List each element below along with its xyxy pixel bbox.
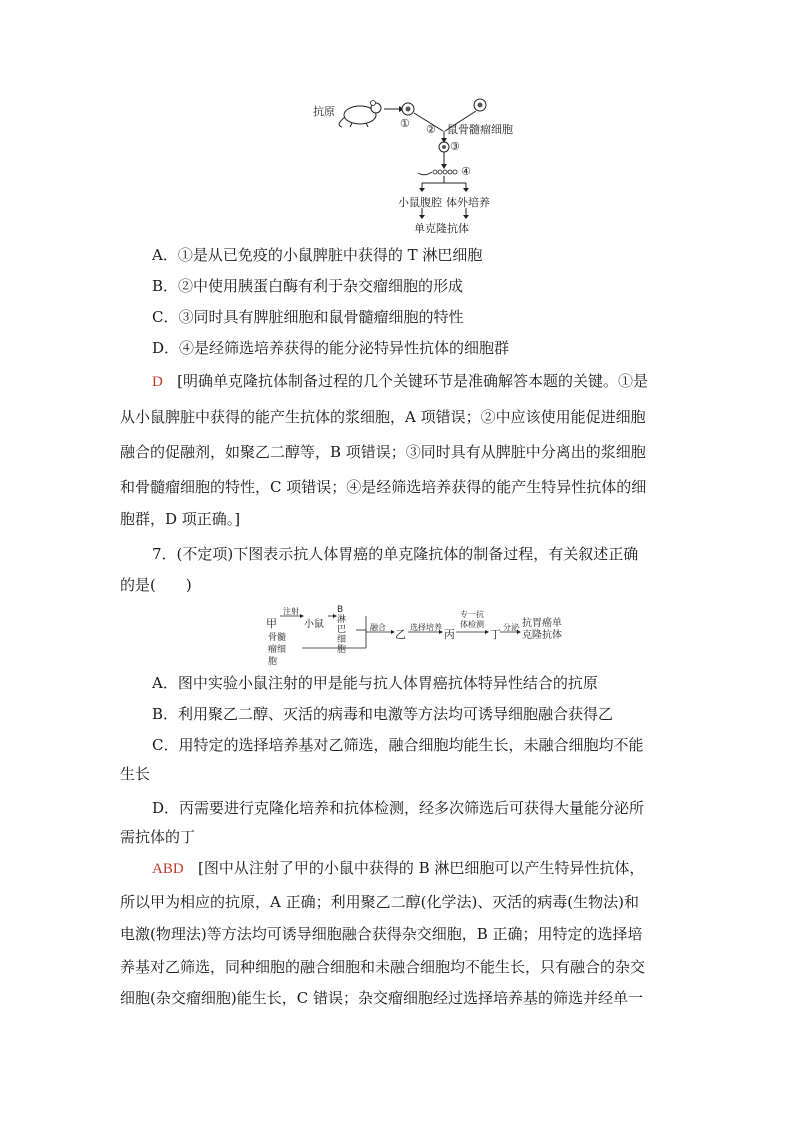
q7-option-d-cont: 需抗体的丁: [120, 828, 196, 846]
figure-mab-process-drawing: [300, 95, 540, 235]
figure-mab-process: [300, 95, 540, 235]
q6-answer: D: [152, 374, 163, 390]
mab-label: 单克隆抗体: [414, 222, 469, 235]
mouse-icon: [339, 101, 381, 128]
cell-colony-icon: [418, 170, 457, 175]
q6-option-c: C．③同时具有脾脏细胞和鼠骨髓瘤细胞的特性: [152, 308, 464, 326]
inject-label: 注射: [283, 607, 299, 616]
q6-explanation-line-2: 从小鼠脾脏中获得的能产生抗体的浆细胞，A 项错误；②中应该使用能促进细胞: [120, 408, 646, 426]
in-vitro-label: 体外培养: [446, 196, 490, 209]
ding-label: 丁: [490, 628, 501, 641]
q6-option-d: D．④是经筛选培养获得的能分泌特异性抗体的细胞群: [152, 339, 510, 357]
mouse-label: 小鼠: [304, 619, 324, 630]
q7-explanation-line-1: ABD [图中从注射了甲的小鼠中获得的 B 淋巴细胞可以产生特异性抗体，: [152, 859, 645, 877]
q7-option-b: B．利用聚乙二醇、灭活的病毒和电激等方法均可诱导细胞融合获得乙: [152, 705, 614, 723]
b-cell-label: B淋巴细胞: [337, 605, 347, 655]
spleen-cell-icon: [402, 103, 414, 115]
q7-option-c-cont: 生长: [120, 765, 151, 783]
q7-option-a: A．图中实验小鼠注射的甲是能与抗人体胃癌抗体特异性结合的抗原: [152, 674, 598, 692]
hybrid-cell-icon: [439, 142, 449, 152]
mouse-cavity-label: 小鼠腹腔: [398, 196, 442, 209]
circle4-label: ④: [461, 165, 471, 178]
jia-label: 甲: [266, 617, 277, 630]
myeloma-cell-icon: [474, 99, 486, 111]
q6-explanation-line-1: D [明确单克隆抗体制备过程的几个关键环节是准确解答本题的关键。①是: [152, 372, 649, 390]
q7-explanation-line-5: 细胞(杂交瘤细胞)能生长，C 错误；杂交瘤细胞经过选择培养基的筛选并经单一: [120, 989, 643, 1007]
circle1-label: ①: [400, 117, 410, 130]
q6-option-a: A．①是从已免疫的小鼠脾脏中获得的 T 淋巴细胞: [152, 246, 483, 264]
q6-explanation-line-3: 融合的促融剂，如聚乙二醇等，B 项错误；③同时具有从脾脏中分离出的浆细胞: [120, 443, 646, 461]
q6-explanation-line-5: 胞群，D 项正确。]: [120, 510, 241, 528]
myeloma-label-2: 骨髓瘤细胞: [268, 633, 287, 667]
q6-option-b: B．②中使用胰蛋白酶有利于杂交瘤细胞的形成: [152, 277, 464, 295]
select-culture-label: 选择培养: [410, 623, 442, 632]
fuse-label: 融合: [370, 623, 386, 632]
q6-explanation-line-4: 和骨髓瘤细胞的特性，C 项错误；④是经筛选培养获得的能产生特异性抗体的细: [120, 478, 647, 496]
myeloma-label: 鼠骨髓瘤细胞: [447, 123, 513, 136]
q7-answer: ABD: [152, 861, 184, 877]
result-label: 抗胃癌单克隆抗体: [522, 618, 562, 641]
antibody-test-label: 专一抗体检测: [460, 610, 484, 629]
antigen-label: 抗原: [313, 105, 335, 118]
q7-stem-line-2: 的是( ): [120, 576, 192, 594]
q7-stem-line-1: 7．(不定项)下图表示抗人体胃癌的单克隆抗体的制备过程，有关叙述正确: [152, 545, 639, 563]
circle3-label: ③: [450, 140, 460, 153]
bing-label: 丙: [444, 628, 455, 641]
q7-explanation-line-3: 电激(物理法)等方法均可诱导细胞融合获得杂交细胞，B 正确；用特定的选择培: [120, 925, 643, 943]
yi-label: 乙: [395, 628, 406, 641]
q7-option-c: C．用特定的选择培养基对乙筛选，融合细胞均能生长，未融合细胞均不能: [152, 736, 644, 754]
q7-explanation-line-2: 所以甲为相应的抗原，A 正确；利用聚乙二醇(化学法)、灭活的病毒(生物法)和: [120, 893, 640, 911]
q7-explanation-line-4: 养基对乙筛选，同种细胞的融合细胞和未融合细胞均不能生长，只有融合的杂交: [120, 958, 646, 976]
q7-option-d: D．丙需要进行克隆化培养和抗体检测，经多次筛选后可获得大量能分泌所: [152, 799, 645, 817]
secrete-label: 分泌: [503, 623, 519, 632]
circle2-label: ②: [426, 123, 436, 136]
